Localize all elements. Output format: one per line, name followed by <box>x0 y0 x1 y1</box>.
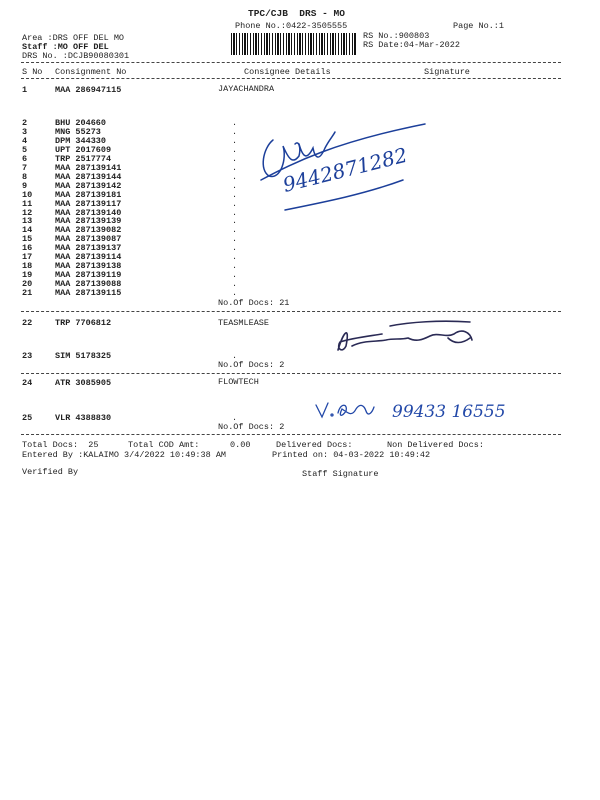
dot-mark: . <box>232 118 238 128</box>
divider <box>21 311 561 312</box>
drs-number: DRS No. :DCJB90080301 <box>22 51 130 61</box>
rs-number: RS No.:900803 <box>363 31 430 41</box>
consignment-no: TRP 7706812 <box>55 318 112 328</box>
row-sno: 20 <box>22 279 33 290</box>
divider <box>21 78 561 79</box>
dot-mark: . <box>232 198 238 209</box>
consignee-name: FLOWTECH <box>218 377 259 387</box>
row-sno: 17 <box>22 252 33 263</box>
staff-signature: Staff Signature <box>302 469 379 479</box>
dot-mark: . <box>232 288 238 299</box>
barcode <box>231 33 356 55</box>
consignment-no: MNG 55273 <box>55 126 101 137</box>
consignment-no: SIM 5178325 <box>55 351 112 361</box>
docs-count: No.Of Docs: 21 <box>218 298 290 308</box>
consignee-name: TEASMLEASE <box>218 318 270 328</box>
total-docs: Total Docs: 25 <box>22 440 99 450</box>
docs-count: No.Of Docs: 2 <box>218 360 285 370</box>
dot-mark: . <box>232 216 238 227</box>
dot-mark: . <box>232 234 238 245</box>
consignment-no: MAA 286947115 <box>55 85 122 95</box>
handwritten-signature <box>312 395 512 431</box>
row-sno: 24 <box>22 378 33 388</box>
dot-mark: . <box>232 270 238 281</box>
row-sno: 14 <box>22 225 33 236</box>
consignment-no: MAA 287139087 <box>55 234 122 245</box>
row-sno: 7 <box>22 162 28 173</box>
consignment-no: MAA 287139138 <box>55 261 122 272</box>
row-sno: 22 <box>22 318 33 328</box>
entered-by: Entered By :KALAIMO 3/4/2022 10:49:38 AM <box>22 450 227 460</box>
phone-number: Phone No.:0422-3505555 <box>235 21 348 31</box>
printed-on: Printed on: 04-03-2022 10:49:42 <box>272 450 431 460</box>
dot-mark: . <box>232 225 238 236</box>
consignment-no: BHU 204660 <box>55 118 107 128</box>
consignment-no: MAA 287139117 <box>55 198 122 209</box>
dot-mark: . <box>232 153 238 164</box>
dot-mark: . <box>232 207 238 218</box>
row-sno: 15 <box>22 234 33 245</box>
row-sno: 4 <box>22 135 28 146</box>
divider <box>21 62 561 63</box>
column-header-consignment: Consignment No <box>55 67 127 77</box>
consignment-no: MAA 287139139 <box>55 216 122 227</box>
consignment-no: MAA 287139142 <box>55 180 122 191</box>
divider <box>21 373 561 374</box>
consignment-no: MAA 287139141 <box>55 162 122 173</box>
staff-label: Staff :MO OFF DEL <box>22 42 109 52</box>
delivered-docs: Delivered Docs: <box>276 440 353 450</box>
dot-mark: . <box>232 261 238 272</box>
row-sno: 5 <box>22 144 28 155</box>
consignment-no: MAA 287139082 <box>55 225 122 236</box>
row-sno: 25 <box>22 413 33 423</box>
dot-mark: . <box>232 243 238 254</box>
row-sno: 8 <box>22 171 28 182</box>
consignment-no: UPT 2017609 <box>55 144 112 155</box>
consignment-no: MAA 287139181 <box>55 189 122 200</box>
consignment-no: MAA 287139119 <box>55 270 122 281</box>
non-delivered-docs: Non Delivered Docs: <box>387 440 484 450</box>
consignment-no: MAA 287139115 <box>55 288 122 299</box>
dot-mark: . <box>232 180 238 191</box>
row-sno: 18 <box>22 261 33 272</box>
row-sno: 3 <box>22 126 28 137</box>
consignment-no: ATR 3085905 <box>55 378 112 388</box>
consignment-no: DPM 344330 <box>55 135 107 146</box>
handwritten-phone: 9442871282 <box>280 142 410 197</box>
dot-mark: . <box>232 252 238 263</box>
handwritten-signature <box>330 318 480 360</box>
row-sno: 1 <box>22 85 28 95</box>
consignment-no: MAA 287139144 <box>55 171 122 182</box>
docs-count: No.Of Docs: 2 <box>218 422 285 432</box>
consignment-no: VLR 4388830 <box>55 413 112 423</box>
consignment-no: MAA 287139140 <box>55 207 122 218</box>
row-sno: 9 <box>22 180 28 191</box>
dot-mark: . <box>232 413 238 423</box>
consignment-no: MAA 287139114 <box>55 252 122 263</box>
handwritten-signature <box>255 118 435 218</box>
consignment-no: TRP 2517774 <box>55 153 112 164</box>
dot-mark: . <box>232 144 238 155</box>
dot-mark: . <box>232 135 238 146</box>
row-sno: 6 <box>22 153 28 164</box>
rs-date: RS Date:04-Mar-2022 <box>363 40 460 50</box>
row-sno: 2 <box>22 118 28 128</box>
dot-mark: . <box>232 351 238 361</box>
verified-by: Verified By <box>22 467 79 477</box>
consignee-name: JAYACHANDRA <box>218 84 275 94</box>
row-sno: 12 <box>22 207 33 218</box>
dot-mark: . <box>232 126 238 137</box>
page-number: Page No.:1 <box>453 21 505 31</box>
dot-mark: . <box>232 162 238 173</box>
column-header-sno: S No <box>22 67 43 77</box>
handwritten-phone: 99433 16555 <box>392 402 506 422</box>
area-label: Area :DRS OFF DEL MO <box>22 33 125 43</box>
column-header-signature: Signature <box>424 67 470 77</box>
row-sno: 10 <box>22 189 33 200</box>
column-header-consignee: Consignee Details <box>244 67 331 77</box>
dot-mark: . <box>232 171 238 182</box>
row-sno: 16 <box>22 243 33 254</box>
dot-mark: . <box>232 189 238 200</box>
consignment-no: MAA 287139137 <box>55 243 122 254</box>
divider <box>21 434 561 435</box>
document-title: TPC/CJB DRS - MO <box>248 8 345 19</box>
row-sno: 21 <box>22 288 33 299</box>
row-sno: 19 <box>22 270 33 281</box>
row-sno: 23 <box>22 351 33 361</box>
dot-mark: . <box>232 279 238 290</box>
row-sno: 11 <box>22 198 33 209</box>
row-sno: 13 <box>22 216 33 227</box>
total-cod: Total COD Amt: 0.00 <box>128 440 251 450</box>
consignment-no: MAA 287139088 <box>55 279 122 290</box>
